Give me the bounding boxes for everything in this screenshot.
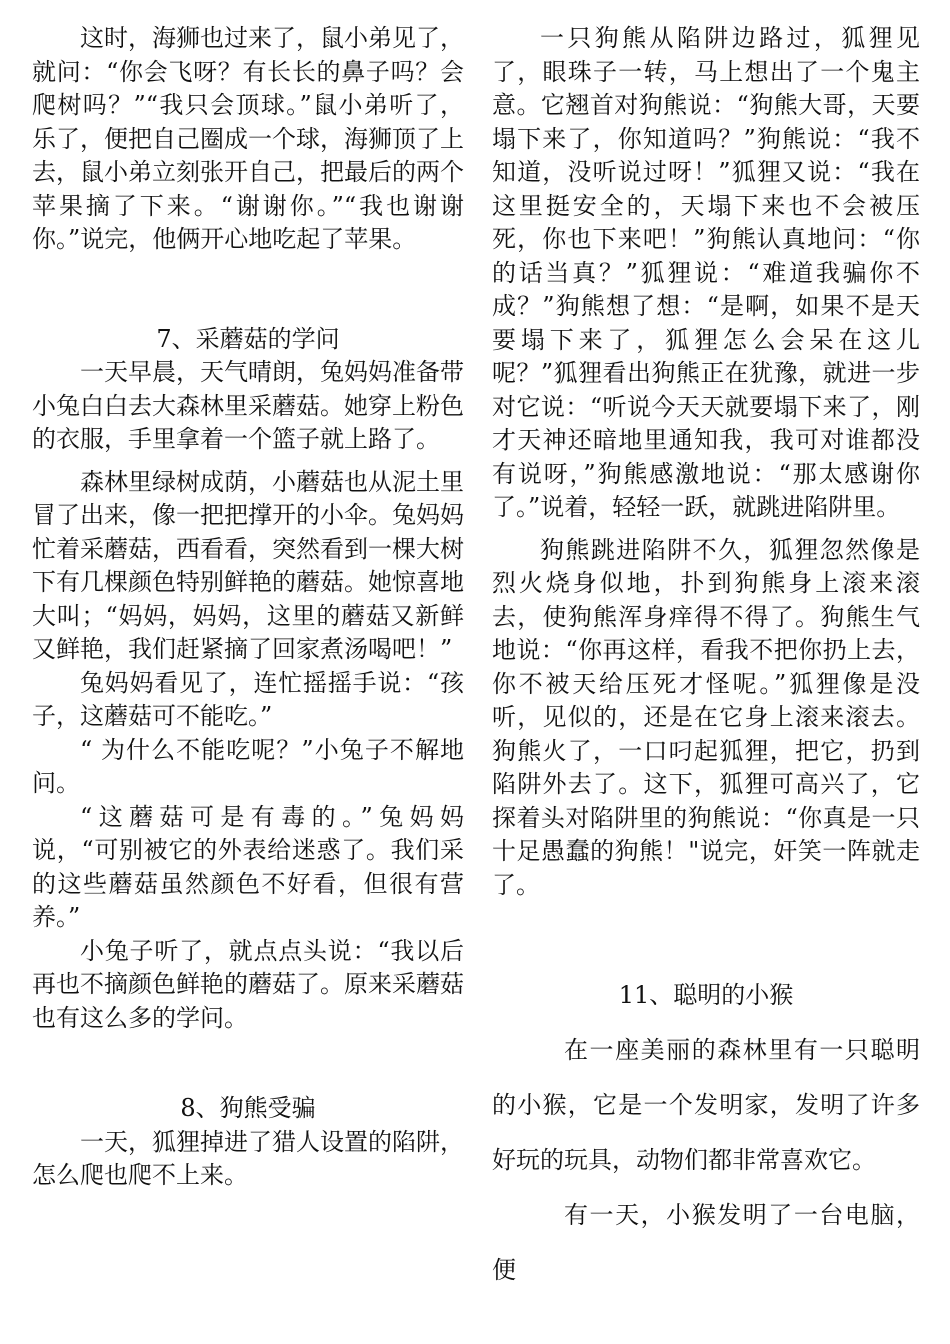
section-gap (492, 902, 920, 968)
paragraph-sea-lion: 这时，海狮也过来了，鼠小弟见了，就问：“你会飞呀？有长长的鼻子吗？会爬树吗？”“我只会顶球。”鼠小弟听了，乐了，便把自己圈成一个球，海狮顶了上去，鼠小弟立刻张开自己，把最后的两个苹果摘了下来。“谢谢你。”“我也谢谢你。”说完，他俩开心地吃起了苹果。 (32, 24, 464, 253)
left-column (32, 22, 464, 1193)
story-11-paragraph-1: 在一座美丽的森林里有一只聪明的小猴，它是一个发明家，发明了许多好玩的玩具，动物们都非常喜欢它。 (492, 1036, 920, 1174)
story-7-paragraph-3: 兔妈妈看见了，连忙摇摇手说：“孩子，这蘑菇可不能吃。” (32, 668, 464, 730)
story-11-section (492, 968, 920, 1298)
story-7-paragraph-5: “这蘑菇可是有毒的。”兔妈妈说，“可别被它的外表给迷惑了。我们采的这些蘑菇虽然颜色不好看，但很有营养。” (32, 802, 464, 931)
story-11-paragraph-2: 有一天，小猴发明了一台电脑，便 (492, 1201, 920, 1284)
story-8-paragraph-1: 一天，狐狸掉进了猎人设置的陷阱，怎么爬也爬不上来。 (32, 1127, 464, 1189)
right-column (492, 22, 920, 1298)
story-8-title: 8、狗熊受骗 (180, 1094, 316, 1122)
story-7-paragraph-6: 小兔子听了，就点点头说：“我以后再也不摘颜色鲜艳的蘑菇了。原来采蘑菇也有这么多的学问。 (32, 936, 464, 1032)
story-7-paragraph-1: 一天早晨，天气晴朗，兔妈妈准备带小兔白白去大森林里采蘑菇。她穿上粉色的衣服，手里拿着一个篮子就上路了。 (32, 358, 464, 453)
paragraph-gap (32, 457, 464, 466)
section-gap (32, 1035, 464, 1092)
story-8-paragraph-3: 狗熊跳进陷阱不久，狐狸忽然像是烈火烧身似地，扑到狗熊身上滚来滚去，使狗熊浑身痒得不得了。狗熊生气地说：“你再这样，看我不把你扔上去，你不被天给压死才怪呢。”狐狸像是没听，见似的，还是在它身上滚来滚去。狗熊火了，一口叼起狐狸，把它，扔到陷阱外去了。这下，狐狸可高兴了，它探着头对陷阱里的狗熊说：“你真是一只十足愚蠢的狗熊！"说完，奸笑一阵就走了。 (492, 535, 920, 899)
story-11-title: 11、聪明的小猴 (618, 981, 794, 1009)
story-7-title: 7、采蘑菇的学问 (156, 324, 340, 353)
paragraph-gap (492, 525, 920, 534)
story-7-paragraph-4: “ 为什么不能吃呢？”小兔子不解地问。 (32, 735, 464, 797)
section-gap (32, 257, 464, 323)
story-7-paragraph-2: 森林里绿树成荫，小蘑菇也从泥土里冒了出来，像一把把撑开的小伞。兔妈妈忙着采蘑菇，西看看，突然看到一棵大树下有几棵颜色特别鲜艳的蘑菇。她惊喜地大叫；“妈妈，妈妈，这里的蘑菇又新鲜又鲜艳，我们赶紧摘了回家煮汤喝吧！” (32, 467, 464, 663)
story-8-paragraph-2: 一只狗熊从陷阱边路过，狐狸见了，眼珠子一转，马上想出了一个鬼主意。它翘首对狗熊说：“狗熊大哥，天要塌下来了，你知道吗？”狗熊说：“我不知道，没听说过呀！”狐狸又说：“我在这里挺安全的，天塌下来也不会被压死，你也下来吧！”狗熊认真地问：“你的话当真？”狐狸说：“难道我骗你不成？”狗熊想了想：“是啊，如果不是天要塌下来了，狐狸怎么会呆在这儿呢？”狐狸看出狗熊正在犹豫，就进一步对它说：“听说今天天就要塌下来了，刚才天神还暗地里通知我，我可对谁都没有说呀，”狗熊感激地说：“那太感谢你了。”说着，轻轻一跃，就跳进陷阱里。 (492, 24, 920, 521)
